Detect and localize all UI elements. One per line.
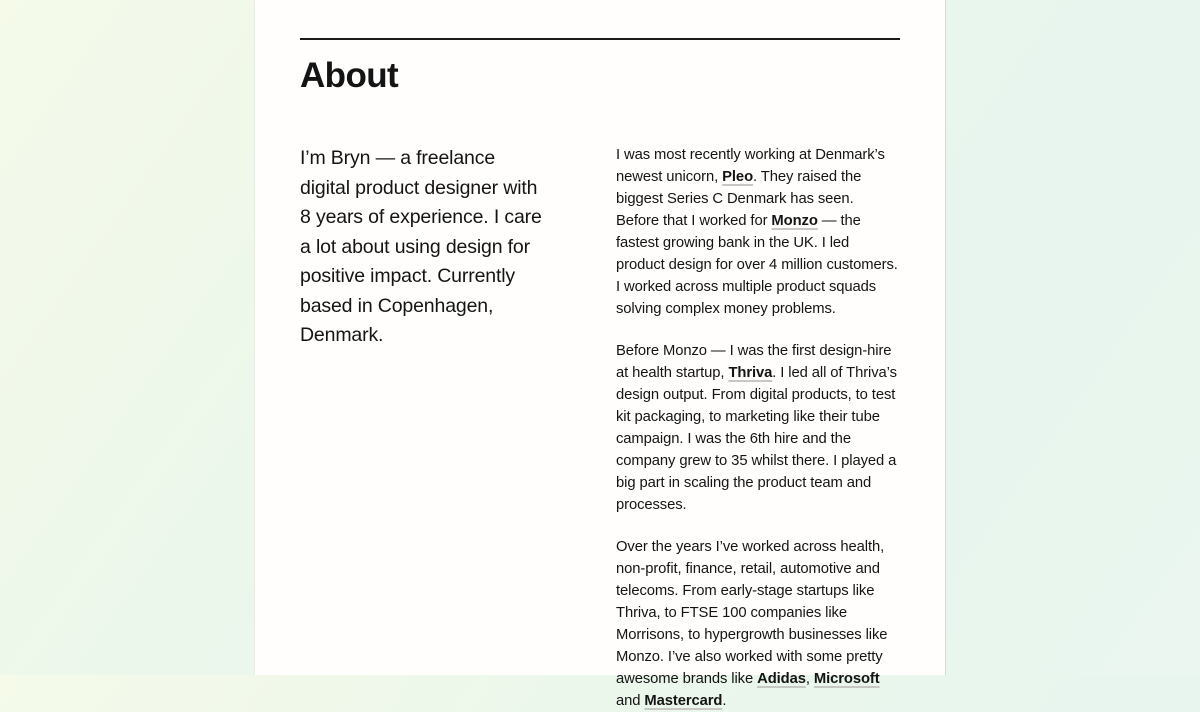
page-title: About	[300, 56, 399, 95]
text-segment: ,	[805, 671, 814, 687]
text-segment: Over the years I’ve worked across health, non-profit, finance, retail, automotive and telecoms. From early-stage startups like Thriva, to FTSE 100 companies like Morrisons, to hypergrowth businesses like Monzo. I’ve also worked with some pretty awesome brands like	[616, 539, 888, 687]
link-pleo[interactable]: Pleo	[722, 169, 754, 185]
link-thriva[interactable]: Thriva	[728, 365, 773, 381]
link-mastercard[interactable]: Mastercard	[644, 693, 723, 709]
text-segment: — the fastest growing bank in the UK. I led product design for over 4 million customers. I worked across multiple product squads solving complex money problems.	[616, 213, 898, 317]
text-segment: . They raised the biggest Series C Denmark has seen. Before that I worked for	[616, 169, 862, 229]
two-column-layout	[300, 144, 900, 712]
link-microsoft[interactable]: Microsoft	[813, 671, 880, 687]
top-divider	[300, 38, 900, 40]
bio-paragraph	[616, 536, 900, 712]
text-segment: Before Monzo — I was the first design-hire at health startup,	[616, 343, 892, 381]
intro-paragraph: I’m Bryn — a freelance digital product designer with 8 years of experience. I care a lot about using design for positive impact. Currently based in Copenhagen, Denmark.	[300, 147, 542, 346]
text-segment: .	[722, 693, 727, 709]
content-panel	[254, 0, 946, 709]
link-monzo[interactable]: Monzo	[771, 213, 818, 229]
bio-column	[616, 144, 900, 712]
text-segment: and	[616, 693, 645, 709]
text-segment: . I led all of Thriva’s design output. From digital products, to test kit packaging, to marketing like their tube campaign. I was the 6th hire and the company grew to 35 whilst there. I played a big part in scaling the product team and processes.	[616, 365, 897, 513]
link-adidas[interactable]: Adidas	[757, 671, 806, 687]
text-segment: I was most recently working at Denmark’s newest unicorn,	[616, 147, 885, 185]
bio-paragraph	[616, 340, 900, 516]
bio-paragraph	[616, 144, 900, 320]
page-content	[255, 38, 945, 712]
